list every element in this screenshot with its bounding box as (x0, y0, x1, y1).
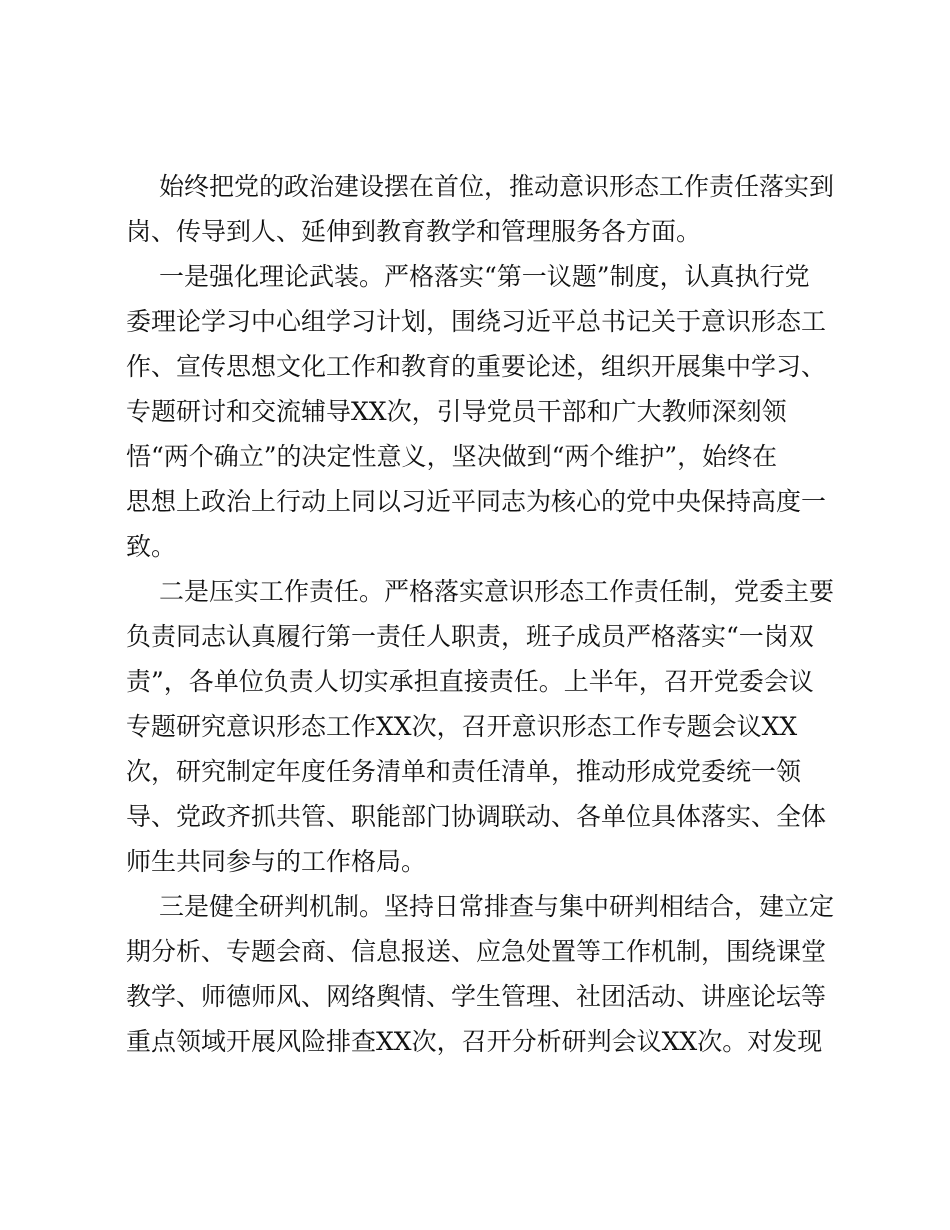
paragraph-line: 责”，各单位负责人切实承担直接责任。上半年，召开党委会议 (126, 667, 814, 696)
body-text (126, 164, 836, 1064)
paragraph-line: 专题研讨和交流辅导XX次，引导党员干部和广大教师深刻领 (126, 397, 787, 426)
paragraph-line: 负责同志认真履行第一责任人职责，班子成员严格落实“一岗双 (126, 622, 814, 651)
paragraph-line: 重点领域开展风险排查XX次，召开分析研判会议XX次。对发现 (126, 1027, 823, 1056)
paragraph-line: 期分析、专题会商、信息报送、应急处置等工作机制，围绕课堂 (126, 937, 827, 966)
paragraph-line: 始终把党的政治建设摆在首位，推动意识形态工作责任落实到 (159, 172, 835, 201)
paragraph-line: 师生共同参与的工作格局。 (126, 847, 427, 876)
paragraph-line: 三是健全研判机制。坚持日常排查与集中研判相结合，建立定 (159, 892, 835, 921)
paragraph-line: 教学、师德师风、网络舆情、学生管理、社团活动、讲座论坛等 (126, 982, 827, 1011)
paragraph-line: 作、宣传思想文化工作和教育的重要论述，组织开展集中学习、 (126, 352, 827, 381)
paragraph-line: 岗、传导到人、延伸到教育教学和管理服务各方面。 (126, 217, 702, 246)
paragraph-line: 次，研究制定年度任务清单和责任清单，推动形成党委统一领 (126, 757, 802, 786)
paragraph-line: 委理论学习中心组学习计划，围绕习近平总书记关于意识形态工 (126, 307, 827, 336)
paragraph-line: 致。 (126, 532, 177, 561)
paragraph-line: 一是强化理论武装。严格落实“第一议题”制度，认真执行党 (159, 262, 810, 291)
paragraph-line: 二是压实工作责任。严格落实意识形态工作责任制，党委主要 (159, 577, 835, 606)
paragraph-line: 专题研究意识形态工作XX次，召开意识形态工作专题会议XX (126, 712, 798, 741)
paragraph-line: 悟“两个确立”的决定性意义，坚决做到“两个维护”，始终在 (126, 442, 778, 471)
paragraph-line: 导、党政齐抓共管、职能部门协调联动、各单位具体落实、全体 (126, 802, 827, 831)
paragraph-line: 思想上政治上行动上同以习近平同志为核心的党中央保持高度一 (126, 487, 827, 516)
